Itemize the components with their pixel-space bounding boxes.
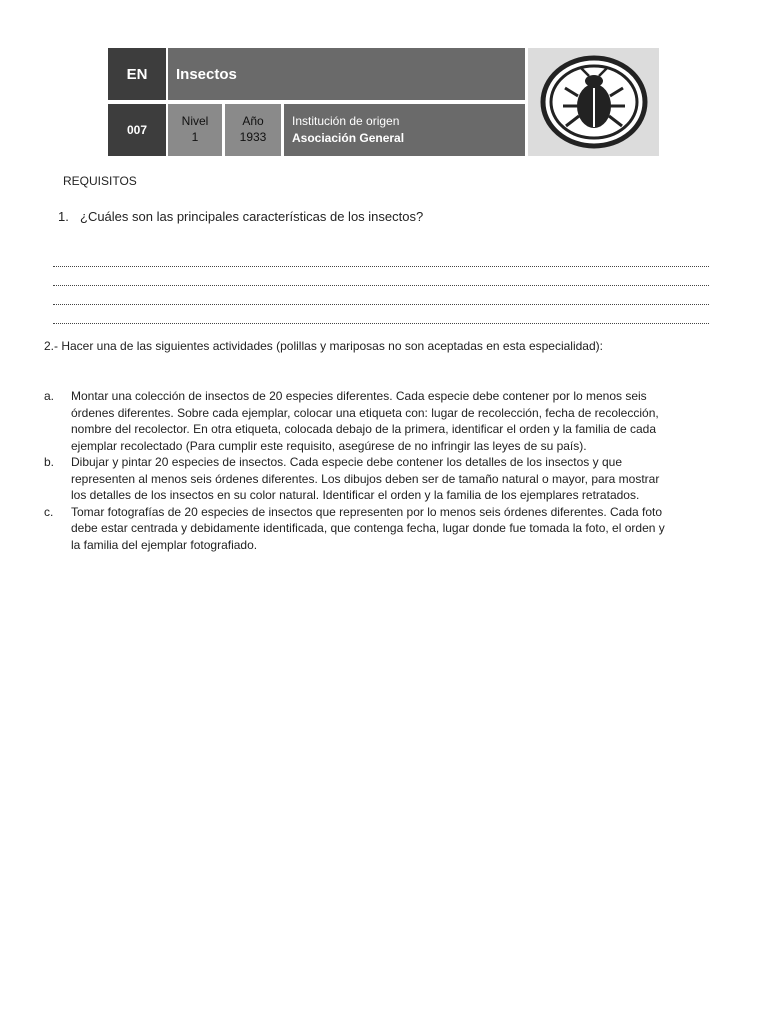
activity-label: a. — [44, 389, 55, 403]
activity-text: Montar una colección de insectos de 20 especies diferentes. Cada especie debe contener por lo menos seis órdenes diferentes. Sobre cada ejemplar, colocar una etiqueta con: lugar de recolección, fecha de recolección, nombre del recolector. En otra etiqueta, colocada debajo de la primera, identificar el orden y la familia de cada ejemplar recolectado (Para cumplir este requisito, asegúrese de no infringir las leyes de su país). — [71, 389, 659, 453]
activity-item — [44, 504, 674, 554]
answer-line[interactable] — [53, 248, 709, 267]
language-code: EN — [108, 48, 166, 100]
specialty-header — [108, 48, 659, 156]
answer-line[interactable] — [53, 267, 709, 286]
logo-panel — [528, 48, 659, 156]
activity-label: b. — [44, 455, 55, 469]
year-label: Año — [242, 114, 264, 128]
level-cell — [168, 104, 222, 156]
question-1-number: 1. — [58, 209, 69, 224]
specialty-code: 007 — [108, 104, 166, 156]
institution-label: Institución de origen — [292, 114, 400, 128]
activity-item — [44, 388, 674, 454]
level-value: 1 — [191, 130, 199, 144]
question-2-intro: 2.- Hacer una de las siguientes actividades (polillas y mariposas no son aceptadas en esta especialidad): — [44, 339, 603, 353]
activity-label: c. — [44, 504, 54, 519]
activity-list — [44, 388, 674, 553]
year-value: 1933 — [239, 130, 267, 144]
question-1-text: ¿Cuáles son las principales características de los insectos? — [80, 209, 424, 224]
answer-lines[interactable] — [53, 248, 709, 324]
requirements-heading: REQUISITOS — [63, 174, 137, 188]
answer-line[interactable] — [53, 305, 709, 324]
institution-value: Asociación General — [292, 131, 405, 145]
question-1 — [58, 209, 423, 224]
specialty-title: Insectos — [168, 48, 525, 100]
level-label: Nivel — [181, 114, 209, 128]
activity-text: Tomar fotografías de 20 especies de insectos que representen por lo menos seis órdenes diferentes. Cada foto debe estar centrada y debidamente identificada, que contenga fecha, lugar donde fue tomada la foto, el orden y la familia del ejemplar fotografiado. — [71, 504, 665, 552]
beetle-emblem-icon — [539, 54, 649, 150]
year-cell — [225, 104, 281, 156]
institution-cell — [284, 104, 525, 156]
answer-line[interactable] — [53, 286, 709, 305]
activity-item — [44, 454, 674, 504]
activity-text: Dibujar y pintar 20 especies de insectos. Cada especie debe contener los detalles de los insectos y que representen al menos seis órdenes diferentes. Los dibujos deben ser de tamaño natural o mayor, para mostrar los detalles de los insectos en su color natural. Identificar el orden y la familia de los ejemplares retratados. — [71, 455, 660, 502]
